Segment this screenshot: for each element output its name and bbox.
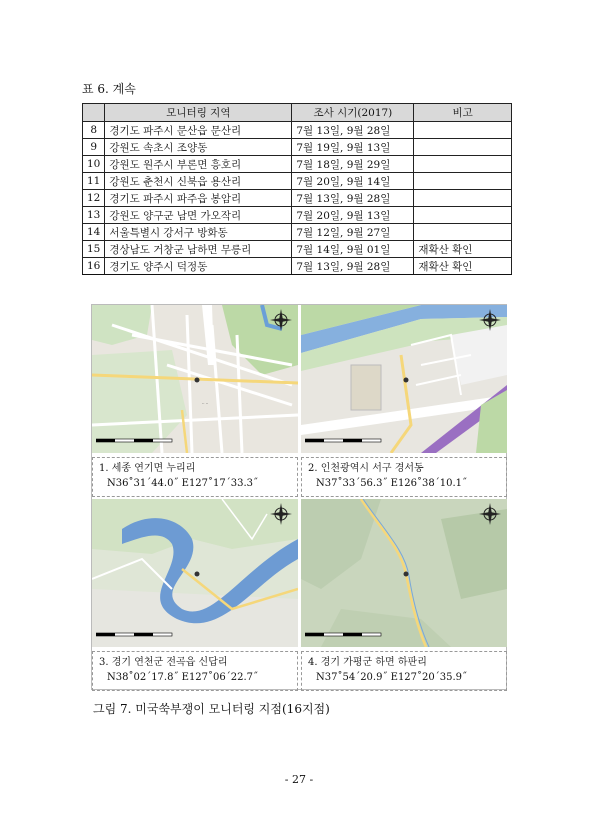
cell-date: 7월 14일, 9월 01일 (292, 241, 414, 258)
map-coordinate: N37˚54´20.9˝ E127˚20´35.9˝ (316, 672, 468, 683)
cell-location: 서울특별시 강서구 방화동 (105, 224, 292, 241)
cell-no: 8 (83, 122, 105, 139)
cell-date: 7월 20일, 9월 13일 (292, 207, 414, 224)
cell-date: 7월 13일, 9월 28일 (292, 190, 414, 207)
compass-icon (479, 503, 501, 525)
scale-bar-icon (96, 629, 176, 641)
cell-no: 9 (83, 139, 105, 156)
map-coordinate: N38˚02´17.8˝ E127˚06´22.7˝ (107, 672, 259, 683)
cell-no: 14 (83, 224, 105, 241)
table-row (83, 258, 512, 275)
table-row (83, 190, 512, 207)
cell-note (414, 139, 512, 156)
header-no (83, 104, 105, 122)
scale-bar-icon (305, 435, 385, 447)
cell-no: 16 (83, 258, 105, 275)
header-date: 조사 시기(2017) (292, 104, 414, 122)
cell-date: 7월 19일, 9월 13일 (292, 139, 414, 156)
map-title: 4. 경기 가평군 하면 하판리 (308, 657, 427, 668)
map-title: 2. 인천광역시 서구 경서동 (308, 463, 424, 474)
cell-location: 강원도 원주시 부론면 흥호리 (105, 156, 292, 173)
compass-icon (479, 309, 501, 331)
cell-location: 경기도 파주시 문산읍 문산리 (105, 122, 292, 139)
map-image-2 (301, 305, 507, 453)
cell-note (414, 190, 512, 207)
map-image-3 (92, 499, 298, 647)
cell-date: 7월 20일, 9월 14일 (292, 173, 414, 190)
map-caption-1 (92, 457, 298, 497)
map-coordinate: N37˚33´56.3˝ E126˚38´10.1˝ (316, 478, 468, 489)
table-row (83, 241, 512, 258)
cell-note: 재확산 확인 (414, 258, 512, 275)
map-title: 1. 세종 연기면 누리리 (99, 463, 196, 474)
monitoring-table (82, 103, 512, 275)
header-note: 비고 (414, 104, 512, 122)
cell-note (414, 156, 512, 173)
figure-caption: 그림 7. 미국쑥부쟁이 모니터링 지점(16지점) (93, 702, 330, 716)
cell-date: 7월 13일, 9월 28일 (292, 122, 414, 139)
cell-no: 12 (83, 190, 105, 207)
cell-location: 경상남도 거창군 남하면 무릉리 (105, 241, 292, 258)
table-caption: 표 6. 계속 (82, 82, 136, 96)
cell-note (414, 122, 512, 139)
table-row (83, 207, 512, 224)
cell-note (414, 173, 512, 190)
map-figure (91, 304, 507, 690)
cell-no: 11 (83, 173, 105, 190)
map-caption-3 (92, 651, 298, 691)
cell-location: 강원도 춘천시 신북읍 용산리 (105, 173, 292, 190)
map-caption-4 (301, 651, 507, 691)
table-row (83, 156, 512, 173)
map-coordinate: N36˚31´44.0˝ E127˚17´33.3˝ (107, 478, 259, 489)
header-location: 모니터링 지역 (105, 104, 292, 122)
cell-no: 13 (83, 207, 105, 224)
map-caption-2 (301, 457, 507, 497)
table-row (83, 224, 512, 241)
cell-note (414, 224, 512, 241)
page-number: - 27 - (284, 773, 314, 786)
table-row (83, 122, 512, 139)
map-image-1 (92, 305, 298, 453)
table-row (83, 173, 512, 190)
table-row (83, 139, 512, 156)
cell-no: 15 (83, 241, 105, 258)
table-header-row (83, 104, 512, 122)
cell-location: 경기도 파주시 파주읍 봉암리 (105, 190, 292, 207)
map-title: 3. 경기 연천군 전곡읍 신답리 (99, 657, 228, 668)
scale-bar-icon (305, 629, 385, 641)
cell-location: 강원도 속초시 조양동 (105, 139, 292, 156)
cell-date: 7월 12일, 9월 27일 (292, 224, 414, 241)
cell-note (414, 207, 512, 224)
cell-note: 재확산 확인 (414, 241, 512, 258)
svg-text:·· ··: ·· ·· (202, 401, 209, 406)
map-image-4 (301, 499, 507, 647)
cell-date: 7월 18일, 9월 29일 (292, 156, 414, 173)
cell-no: 10 (83, 156, 105, 173)
compass-icon (270, 503, 292, 525)
cell-location: 경기도 양주시 덕정동 (105, 258, 292, 275)
cell-location: 강원도 양구군 남면 가오작리 (105, 207, 292, 224)
compass-icon (270, 309, 292, 331)
scale-bar-icon (96, 435, 176, 447)
cell-date: 7월 13일, 9월 28일 (292, 258, 414, 275)
